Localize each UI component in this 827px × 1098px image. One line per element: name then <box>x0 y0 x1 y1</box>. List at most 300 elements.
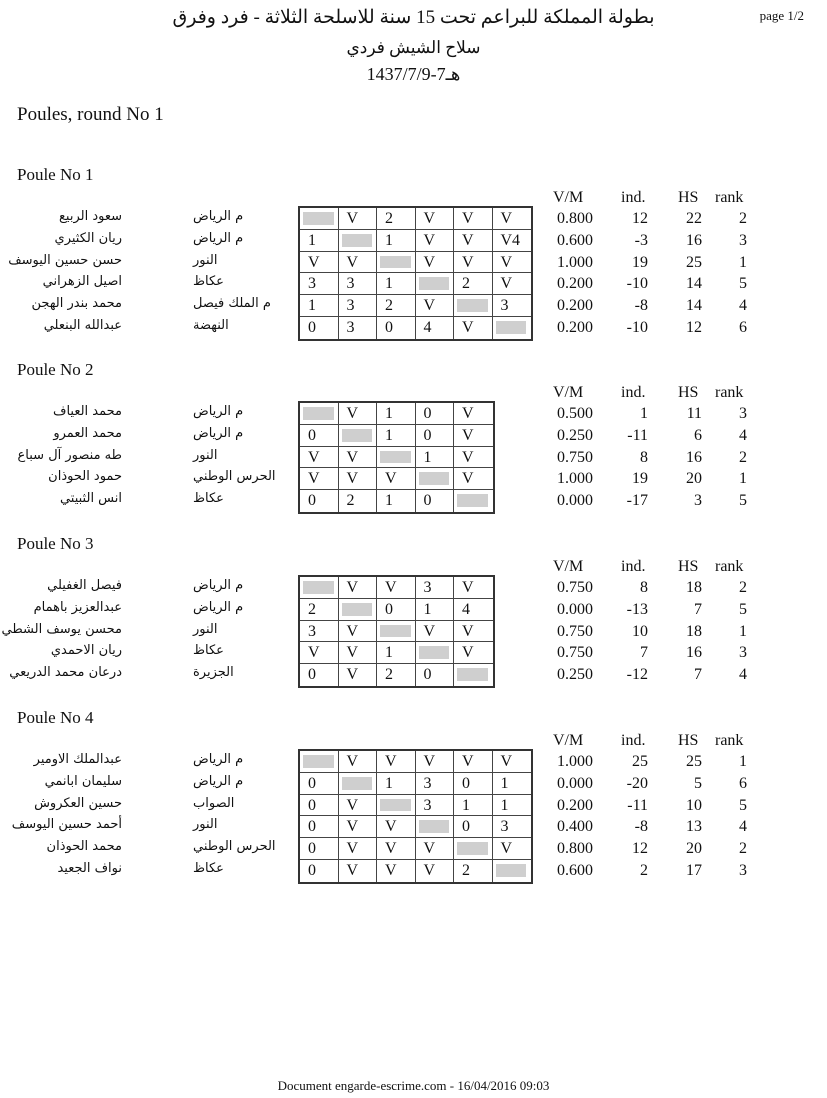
fencer-name: درعان محمد الدريعي <box>9 665 122 681</box>
bout-cell <box>300 317 339 339</box>
bout-result: V <box>423 210 436 227</box>
fencer-name: محسن يوسف الشطي <box>1 621 122 637</box>
bout-result: 3 <box>308 622 316 640</box>
bout-cell <box>300 642 339 664</box>
fencer-vm: 0.200 <box>557 275 593 293</box>
bout-cell <box>339 577 378 599</box>
column-header-hs: HS <box>678 384 699 401</box>
bout-cell <box>416 230 455 252</box>
fencer-ind: 10 <box>632 622 648 640</box>
fencer-ind: -8 <box>634 297 648 315</box>
bout-result: 3 <box>346 275 355 293</box>
blank-box <box>303 755 334 768</box>
round-title: Poules, round No 1 <box>17 104 164 125</box>
bout-result: 0 <box>423 492 432 510</box>
bout-cell <box>454 273 493 295</box>
fencer-vm: 0.750 <box>557 579 593 596</box>
bout-result: V <box>462 231 474 249</box>
bout-result: V <box>462 753 474 770</box>
bout-cell <box>377 838 416 860</box>
poule-title: Poule No 2 <box>17 360 94 379</box>
fencer-rank: 5 <box>739 275 747 293</box>
fencer-rank: 5 <box>739 796 747 814</box>
fencer-ind: 19 <box>632 470 648 488</box>
bout-result: V <box>462 319 474 336</box>
bout-result: V <box>346 448 359 466</box>
bout-cell <box>454 816 493 838</box>
bout-result: V <box>308 644 320 662</box>
blank-box <box>342 429 373 442</box>
column-header-vm: V/M <box>553 384 584 401</box>
fencer-name: فيصل الغفيلي <box>47 578 122 593</box>
fencer-vm: 0.750 <box>557 448 593 466</box>
fencer-club: م الرياض <box>193 773 244 789</box>
fencer-club: الحرس الوطني <box>193 469 276 485</box>
fencer-hs: 25 <box>686 253 702 271</box>
bout-result: 1 <box>385 275 393 293</box>
bout-cell <box>300 816 339 838</box>
bout-result: 1 <box>308 297 316 315</box>
bout-cell <box>416 252 455 274</box>
fencer-hs: 16 <box>686 644 702 662</box>
bout-cell <box>454 577 493 599</box>
bout-result: V <box>385 470 397 488</box>
bout-cell <box>454 425 493 447</box>
blank-box <box>457 494 488 507</box>
bout-cell <box>493 795 532 817</box>
bout-cell-empty <box>300 751 339 773</box>
fencer-vm: 0.000 <box>557 492 593 510</box>
bout-result: 1 <box>385 644 393 662</box>
fencer-club: عكاظ <box>193 491 224 507</box>
bout-cell-empty <box>339 599 378 621</box>
fencer-rank: 1 <box>739 622 747 640</box>
bout-cell <box>300 621 339 643</box>
blank-box <box>303 581 334 594</box>
fencer-rank: 4 <box>739 666 747 684</box>
bout-cell <box>339 621 378 643</box>
fencer-vm: 1.000 <box>557 470 593 488</box>
bout-cell <box>300 599 339 621</box>
bout-cell <box>300 273 339 295</box>
bout-result: 3 <box>423 774 432 792</box>
bout-cell <box>454 403 493 425</box>
bout-cell-empty <box>339 425 378 447</box>
fencer-hs: 16 <box>686 231 702 249</box>
bout-result: 0 <box>308 319 316 336</box>
bout-result: 0 <box>308 862 316 879</box>
fencer-club: عكاظ <box>193 861 224 876</box>
fencer-vm: 0.200 <box>557 319 593 336</box>
fencer-hs: 18 <box>686 622 702 640</box>
fencer-ind: 2 <box>640 862 648 879</box>
fencer-name: سليمان ابانمي <box>44 773 122 789</box>
fencer-rank: 3 <box>739 231 747 249</box>
blank-box <box>380 451 411 464</box>
poule-grid <box>298 575 495 688</box>
bout-cell <box>339 816 378 838</box>
bout-result: V <box>462 253 474 271</box>
bout-cell <box>416 208 455 230</box>
fencer-name: عبدالعزيز باهمام <box>33 599 122 615</box>
blank-box <box>496 321 527 334</box>
fencer-hs: 20 <box>686 470 702 488</box>
bout-result: V <box>308 470 320 488</box>
fencer-club: م الرياض <box>193 752 244 767</box>
bout-result: V <box>462 579 474 596</box>
bout-cell-empty <box>416 642 455 664</box>
bout-cell <box>377 816 416 838</box>
bout-result: 2 <box>385 210 393 227</box>
bout-cell <box>300 664 339 686</box>
bout-cell <box>377 273 416 295</box>
fencer-ind: 8 <box>640 579 648 596</box>
bout-result: 1 <box>385 774 393 792</box>
fencer-rank: 2 <box>739 210 747 227</box>
bout-result: V <box>308 448 320 466</box>
fencer-ind: 8 <box>640 448 648 466</box>
bout-result: 3 <box>423 579 432 596</box>
fencer-rank: 1 <box>739 253 747 271</box>
document-footer: Document engarde-escrime.com - 16/04/2016 09:03 <box>277 1078 550 1093</box>
bout-result: V <box>385 840 397 858</box>
fencer-name: سعود الربيع <box>58 209 122 224</box>
fencer-rank: 2 <box>739 840 747 858</box>
fencer-hs: 7 <box>694 666 702 684</box>
bout-result: 0 <box>423 666 432 684</box>
bout-result: 0 <box>385 600 393 618</box>
poule-grid <box>298 206 533 341</box>
fencer-name: انس الثبيتي <box>59 491 122 507</box>
fencer-name: حسن حسين اليوسف <box>8 252 122 268</box>
bout-cell <box>416 425 455 447</box>
bout-result: V <box>423 622 436 640</box>
blank-box <box>419 277 450 290</box>
bout-cell <box>416 403 455 425</box>
fencer-vm: 0.250 <box>557 666 593 684</box>
fencer-vm: 0.000 <box>557 600 593 618</box>
bout-cell <box>339 795 378 817</box>
bout-cell-empty <box>454 838 493 860</box>
fencer-club: م الرياض <box>193 599 244 615</box>
bout-cell <box>416 664 455 686</box>
poule-grid <box>298 401 495 514</box>
bout-result: 0 <box>423 426 432 444</box>
bout-cell <box>377 664 416 686</box>
fencer-ind: 12 <box>632 210 648 227</box>
bout-result: V <box>385 579 397 596</box>
bout-result: V <box>385 862 397 879</box>
bout-cell <box>416 577 455 599</box>
bout-result: V <box>500 253 513 271</box>
bout-cell <box>416 317 455 339</box>
bout-cell <box>339 468 378 490</box>
bout-result: V <box>423 231 436 249</box>
bout-result: V <box>346 644 359 662</box>
bout-result: 2 <box>385 297 393 315</box>
fencer-ind: -12 <box>626 666 648 684</box>
fencer-hs: 14 <box>686 297 702 315</box>
fencer-name: اصيل الزهراني <box>42 274 122 290</box>
bout-result: 2 <box>462 275 470 293</box>
bout-result: V <box>462 644 474 662</box>
fencer-rank: 1 <box>739 753 747 770</box>
bout-result: 3 <box>423 796 432 814</box>
fencer-rank: 3 <box>739 405 747 422</box>
bout-result: 2 <box>308 600 316 618</box>
fencer-club: م الملك فيصل <box>193 296 271 312</box>
bout-cell <box>339 751 378 773</box>
column-header-rank: rank <box>715 189 744 206</box>
bout-result: 0 <box>308 492 316 510</box>
fencer-name: طه منصور آل سباع <box>17 447 122 463</box>
fencer-club: م الرياض <box>193 425 244 441</box>
bout-result: V <box>423 862 436 879</box>
poule-title: Poule No 4 <box>17 708 94 727</box>
fencer-ind: 25 <box>632 753 648 770</box>
fencer-hs: 16 <box>686 448 702 466</box>
document-date: 1437/7/9-7هـ <box>366 64 461 84</box>
bout-cell <box>454 317 493 339</box>
bout-cell-empty <box>339 773 378 795</box>
blank-box <box>419 472 450 485</box>
bout-cell-empty <box>416 273 455 295</box>
bout-result: 2 <box>346 492 355 510</box>
bout-cell <box>454 208 493 230</box>
bout-result: 4 <box>462 600 470 618</box>
bout-cell <box>300 490 339 512</box>
fencer-hs: 5 <box>694 774 702 792</box>
bout-result: 3 <box>346 319 355 336</box>
fencer-vm: 0.600 <box>557 231 593 249</box>
bout-result: 3 <box>346 297 355 315</box>
bout-cell <box>377 860 416 882</box>
bout-cell-empty <box>416 816 455 838</box>
bout-result: V <box>346 579 359 596</box>
fencer-club: الحرس الوطني <box>193 839 276 855</box>
fencer-rank: 5 <box>739 492 747 510</box>
bout-cell <box>454 751 493 773</box>
bout-result: 1 <box>500 774 509 792</box>
bout-cell <box>339 860 378 882</box>
bout-result: 0 <box>308 774 316 792</box>
bout-cell <box>454 447 493 469</box>
bout-cell <box>416 795 455 817</box>
fencer-club: النور <box>193 621 218 637</box>
bout-cell <box>339 295 378 317</box>
fencer-club: النور <box>193 252 218 268</box>
bout-cell <box>339 490 378 512</box>
fencer-hs: 18 <box>686 579 702 596</box>
bout-cell-empty <box>454 295 493 317</box>
bout-result: V <box>423 840 436 858</box>
bout-cell <box>339 447 378 469</box>
bout-result: 1 <box>385 231 393 249</box>
bout-cell <box>416 860 455 882</box>
bout-result: V <box>500 275 513 293</box>
fencer-rank: 5 <box>739 600 747 618</box>
bout-result: V <box>346 622 359 640</box>
bout-cell-empty <box>300 577 339 599</box>
fencer-rank: 6 <box>739 774 747 792</box>
fencer-name: محمد العياف <box>52 404 122 419</box>
page-number: page 1/2 <box>759 8 804 23</box>
fencer-name: ريان الاحمدي <box>50 643 122 659</box>
bout-cell <box>454 642 493 664</box>
bout-result: V <box>462 405 474 422</box>
bout-cell-empty <box>339 230 378 252</box>
fencer-rank: 3 <box>739 644 747 662</box>
fencer-ind: 7 <box>640 644 648 662</box>
blank-box <box>303 407 334 420</box>
bout-result: 3 <box>308 275 316 293</box>
bout-cell-empty <box>300 208 339 230</box>
bout-cell <box>339 317 378 339</box>
bout-cell <box>377 295 416 317</box>
fencer-hs: 7 <box>694 600 702 618</box>
bout-result: V <box>423 753 436 770</box>
fencer-vm: 0.800 <box>557 840 593 858</box>
fencer-club: النور <box>193 817 218 833</box>
bout-cell <box>454 860 493 882</box>
fencer-club: الجزيرة <box>193 665 234 681</box>
bout-cell <box>377 577 416 599</box>
fencer-vm: 0.250 <box>557 426 593 444</box>
fencer-rank: 4 <box>739 426 747 444</box>
fencer-hs: 3 <box>694 492 702 510</box>
bout-result: 1 <box>423 600 432 618</box>
fencer-ind: -13 <box>626 600 648 618</box>
bout-cell <box>339 642 378 664</box>
bout-result: V <box>346 253 359 271</box>
fencer-rank: 3 <box>739 862 747 879</box>
bout-result: 3 <box>500 297 509 315</box>
bout-cell <box>416 295 455 317</box>
fencer-vm: 0.500 <box>557 405 593 422</box>
fencer-rank: 6 <box>739 319 747 336</box>
bout-cell <box>300 468 339 490</box>
bout-cell <box>377 642 416 664</box>
bout-cell <box>493 816 532 838</box>
fencer-club: م الرياض <box>193 404 244 419</box>
document-subtitle: سلاح الشيش فردي <box>346 38 481 57</box>
bout-cell <box>454 230 493 252</box>
bout-cell <box>416 599 455 621</box>
bout-result: 1 <box>462 796 470 814</box>
bout-cell <box>377 230 416 252</box>
poule-title: Poule No 3 <box>17 534 94 553</box>
blank-box <box>380 625 411 638</box>
bout-cell <box>493 273 532 295</box>
fencer-hs: 6 <box>694 426 702 444</box>
column-header-ind: ind. <box>621 384 646 401</box>
bout-cell <box>416 621 455 643</box>
bout-cell <box>416 490 455 512</box>
bout-cell <box>454 795 493 817</box>
bout-result: V <box>346 210 359 227</box>
fencer-hs: 25 <box>686 753 702 770</box>
fencer-club: الصواب <box>193 795 235 811</box>
fencer-vm: 0.200 <box>557 796 593 814</box>
fencer-name: عبدالله البنعلي <box>43 318 122 333</box>
fencer-ind: -11 <box>627 796 648 814</box>
bout-cell-empty <box>377 621 416 643</box>
fencer-ind: -20 <box>626 774 648 792</box>
bout-cell <box>377 425 416 447</box>
bout-cell <box>454 252 493 274</box>
fencer-hs: 17 <box>686 862 702 879</box>
bout-result: 0 <box>308 426 316 444</box>
bout-result: 1 <box>385 426 393 444</box>
fencer-ind: 1 <box>640 405 648 422</box>
fencer-club: عكاظ <box>193 643 224 659</box>
bout-cell <box>377 599 416 621</box>
bout-result: 0 <box>308 840 316 858</box>
bout-cell <box>377 317 416 339</box>
bout-result: V <box>385 818 397 836</box>
bout-cell <box>416 773 455 795</box>
bout-result: V <box>462 470 474 488</box>
bout-cell <box>300 860 339 882</box>
bout-cell <box>454 468 493 490</box>
bout-result: V <box>346 818 359 836</box>
fencer-ind: -10 <box>626 275 648 293</box>
column-header-hs: HS <box>678 732 699 749</box>
bout-cell <box>377 403 416 425</box>
fencer-vm: 0.400 <box>557 818 593 836</box>
bout-cell <box>454 599 493 621</box>
fencer-name: حسين العكروش <box>34 795 122 811</box>
blank-box <box>457 842 488 855</box>
bout-result: 0 <box>385 319 393 336</box>
fencer-name: محمد الحوذان <box>46 839 122 855</box>
bout-result: V <box>346 753 359 770</box>
column-header-ind: ind. <box>621 732 646 749</box>
bout-result: 1 <box>385 405 393 422</box>
bout-cell <box>300 447 339 469</box>
bout-cell <box>493 230 532 252</box>
bout-result: 2 <box>462 862 470 879</box>
column-header-vm: V/M <box>553 189 584 206</box>
bout-result: V <box>500 210 513 227</box>
bout-cell-empty <box>416 468 455 490</box>
fencer-ind: -8 <box>634 818 648 836</box>
bout-result: 0 <box>462 818 470 836</box>
column-header-vm: V/M <box>553 558 584 575</box>
fencer-name: ريان الكثيري <box>54 230 122 246</box>
bout-cell-empty <box>493 860 532 882</box>
fencer-ind: -11 <box>627 426 648 444</box>
blank-box <box>342 777 373 790</box>
bout-cell-empty <box>377 447 416 469</box>
fencer-hs: 10 <box>686 796 702 814</box>
blank-box <box>342 603 373 616</box>
bout-cell <box>300 252 339 274</box>
bout-cell <box>339 208 378 230</box>
fencer-name: محمد بندر الهجن <box>31 296 122 312</box>
blank-box <box>342 234 373 247</box>
bout-result: V <box>346 405 359 422</box>
column-header-rank: rank <box>715 384 744 401</box>
fencer-vm: 1.000 <box>557 253 593 271</box>
bout-cell <box>493 252 532 274</box>
bout-cell-empty <box>493 317 532 339</box>
bout-result: V <box>346 796 359 814</box>
bout-result: 1 <box>308 231 316 249</box>
fencer-hs: 14 <box>686 275 702 293</box>
bout-result: V4 <box>500 231 521 249</box>
bout-cell <box>339 252 378 274</box>
